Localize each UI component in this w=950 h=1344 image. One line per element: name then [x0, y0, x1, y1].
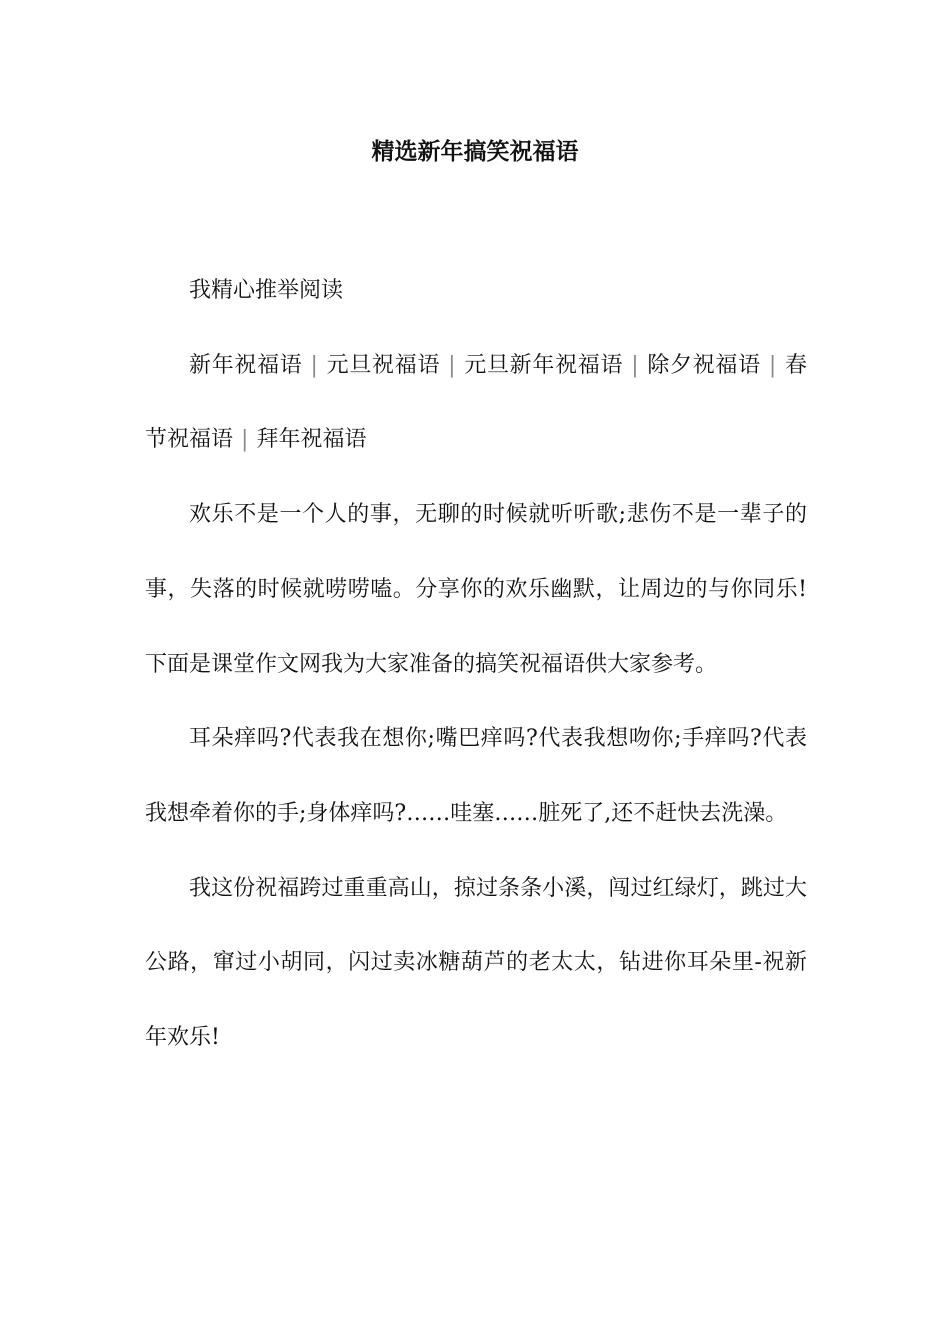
related-link-yuandan[interactable]: 元旦祝福语: [325, 352, 441, 378]
link-separator: |: [310, 352, 318, 378]
related-link-yuandan-new-year[interactable]: 元旦新年祝福语: [463, 352, 624, 378]
recommend-label: 我精心推举阅读: [189, 278, 344, 303]
related-link-bainian[interactable]: 拜年祝福语: [256, 427, 367, 453]
link-separator: |: [768, 352, 777, 378]
body-paragraph-blessing: 我这份祝福跨过重重高山，掠过条条小溪，闯过红绿灯，跳过大公路，窜过小胡同，闪过卖冰糖葫芦的老太太，钻进你耳朵里-祝新年欢乐!: [145, 875, 807, 1051]
related-link-chuxi[interactable]: 除夕祝福语: [646, 352, 761, 378]
body-paragraph-ears-itch: 耳朵痒吗?代表我在想你;嘴巴痒吗?代表我想吻你;手痒吗?代表我想牵着你的手;身体痒吗?……哇塞……脏死了,还不赶快去洗澡。: [145, 726, 807, 826]
body-paragraph-intro: 欢乐不是一个人的事，无聊的时候就听听歌;悲伤不是一辈子的事，失落的时候就唠唠嗑。分享你的欢乐幽默，让周边的与你同乐!下面是课堂作文网我为大家准备的搞笑祝福语供大家参考。: [145, 502, 807, 677]
link-separator: |: [241, 427, 249, 453]
document-title: 精选新年搞笑祝福语: [371, 138, 579, 165]
link-separator: |: [631, 352, 639, 378]
related-links: [145, 329, 807, 478]
link-separator: |: [448, 352, 456, 378]
related-link-new-year[interactable]: 新年祝福语: [189, 352, 303, 378]
related-link-spring-festival[interactable]: 春节祝福语: [145, 352, 807, 453]
document-body: [145, 254, 807, 1076]
